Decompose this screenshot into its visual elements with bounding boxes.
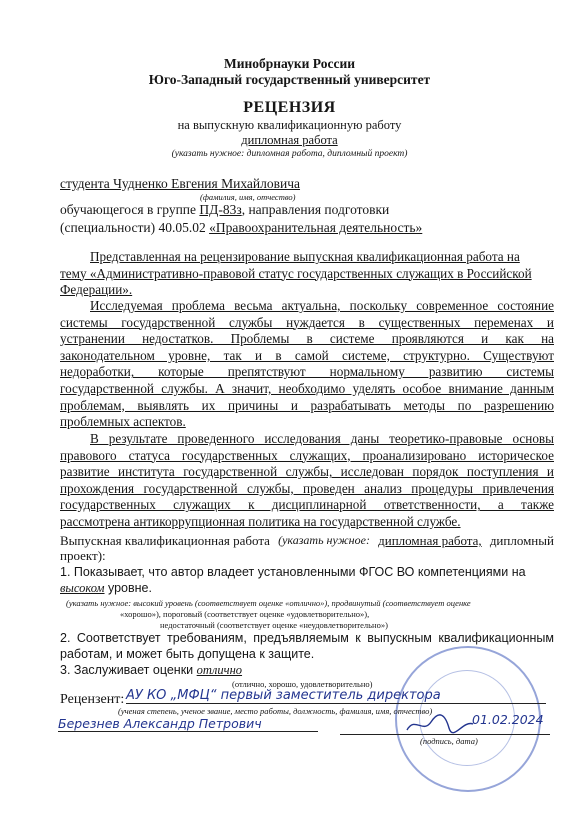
item-3-grade: отлично [196,663,243,677]
paragraph-line: прохождения государственной службы, проведен анализ процедуры привлечения [60,480,554,496]
paragraph-line: Федерации». [60,282,133,298]
signature-line [340,734,550,735]
paragraph-line: государственных служащих к дисциплинарной ответственности, а также [60,497,554,513]
item-1-note-3: недостаточный (соответствует оценке «неудовлетворительно») [160,620,388,630]
item-1-note-2: «хорошо»), пороговый (соответствует оценке «удовлетворительно»), [120,609,370,619]
work-type-note: (указать нужное: дипломная работа, дипломный проект) [171,149,408,159]
item-3-line [60,663,242,678]
paragraph-line: государственной службы. А значит, необходимо уделять особое внимание данным [60,380,554,396]
conclusion-intro [60,533,554,549]
item-1-note-1: (указать нужное: высокий уровень (соответствует оценке «отлично»), продвинутый (соответствует оценке [66,598,471,608]
item-3-note: (отлично, хорошо, удовлетворительно) [232,679,373,689]
reviewer-label: Рецензент: [60,692,125,707]
paragraph-line: развитие института государственной службы, исследован порядок поступления и [60,464,554,480]
paragraph-topic [60,249,554,299]
paragraph-line: тему «Административно-правовой статус государственных служащих в Российской [60,265,532,281]
conclusion-intro-text: Выпускная квалификационная работа [60,533,270,548]
item-1-tail: уровне. [108,581,152,595]
paragraph-line: недоработки, которые препятствуют нормальному развитию системы [60,364,554,380]
item-1-line: 1. Показывает, что автор владеет установленными ФГОС ВО компетенциями на [60,565,526,579]
document-subtitle: на выпускную квалификационную работу [177,118,402,132]
conclusion-intro-note: (указать нужное: [278,533,370,547]
specialty-name: «Правоохранительная деятельность» [209,220,423,235]
conclusion-intro-rest: дипломный [489,533,554,548]
paragraph-line: проблемных аспектов. [60,414,186,430]
paragraph-line: проблемам, выявлять их причины и разрабатывать методы по разрешению [60,397,554,413]
university-name: Юго-Западный государственный университет [148,72,431,87]
reviewer-note: (ученая степень, ученое звание, место работы, должность, фамилия, имя, отчество) [118,706,433,716]
direction-prefix: , направления подготовки [241,202,390,217]
paragraph-line: законодательном уровне, так и в самой системе, структурно. Существуют [60,347,554,363]
paragraph-line: устранении недостатков. Проблемы в системе проявляются и как на [60,331,554,347]
specialty-prefix: (специальности) 40.05.02 [60,220,206,235]
paragraph-line: рассмотрена антикоррупционная политика на государственной службе. [60,513,461,529]
work-type: дипломная работа [241,133,338,147]
paragraph-relevance [60,298,554,431]
paragraph-line: Исследуемая проблема весьма актуальна, поскольку современное состояние [90,298,554,313]
document-title: РЕЦЕНЗИЯ [243,99,336,116]
student-group-line [60,202,389,218]
paragraph-line: правового статуса государственных служащих, проанализировано историческое [60,447,554,463]
item-2-line2: работам, и может быть допущена к защите. [60,647,315,661]
reviewer-name-handwritten: Березнев Александр Петрович [58,716,318,732]
paragraph-line: В результате проведенного исследования даны теоретико-правовые основы [90,431,554,446]
group-number: ПД-83з [199,202,242,217]
item-2-line: 2. Соответствует требованиям, предъявляемым к выпускным квалификационным [60,631,554,645]
student-line: студента Чудненко Евгения Михайловича [60,176,301,191]
specialty-line [60,220,422,236]
item-1-level: высоком [60,581,105,595]
group-prefix: обучающегося в группе [60,202,197,217]
reviewer-handwritten: АУ КО „МФЦ“ первый заместитель директора [126,688,546,704]
paragraph-line: Представленная на рецензирование выпускная квалификационная работа на [90,249,520,264]
signature-icon [405,712,475,736]
item-1-level-line [60,581,152,596]
review-date-handwritten: 01.02.2024 [472,712,544,727]
signature-note: (подпись, дата) [420,736,478,746]
ministry-name: Минобрнауки России [223,56,356,71]
student-name-note: (фамилия, имя, отчество) [200,192,296,202]
conclusion-intro-line2: проект): [60,548,106,563]
paragraph-line: системы государственной службы нуждается в существенных переменах и [60,314,554,330]
paragraph-results [60,431,554,531]
conclusion-intro-value: дипломная работа, [378,533,482,548]
item-3-text: 3. Заслуживает оценки [60,663,194,677]
